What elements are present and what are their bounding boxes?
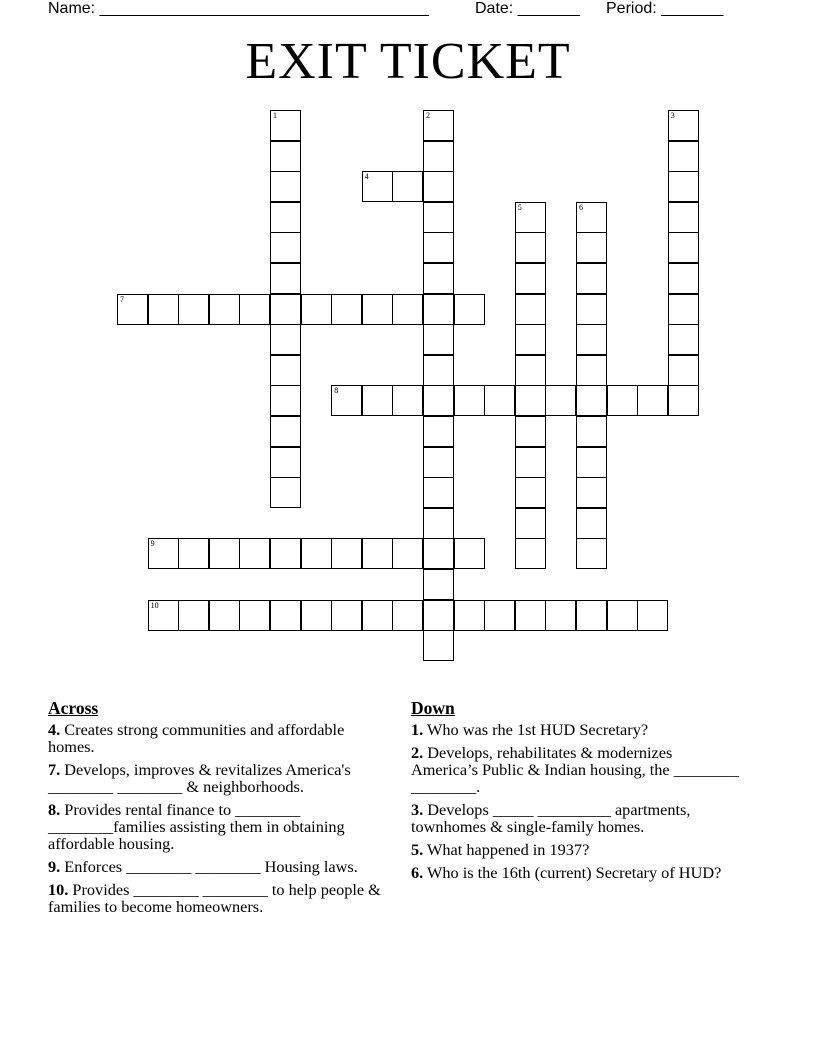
clue-number: 1 [273,111,277,120]
grid-cell[interactable] [637,600,668,631]
across-heading: Across [48,698,99,718]
grid-cell[interactable] [270,600,301,631]
grid-cell[interactable] [515,538,546,569]
clue-number: 7 [120,294,124,304]
grid-cell[interactable] [607,385,638,416]
grid-cell[interactable] [545,600,576,631]
grid-cell[interactable] [515,355,546,386]
clue-text: Provides rental finance to ________ ________families assisting them in obtaining affordable housing. [48,800,345,853]
grid-cell[interactable] [454,538,485,569]
clue-text: What happened in 1937? [423,840,590,859]
clue-number: 1. [411,720,424,739]
grid-cell[interactable] [392,538,423,569]
grid-cell[interactable] [362,600,393,631]
grid-cell[interactable] [668,294,699,325]
down-clue-list [411,721,741,881]
grid-cell[interactable] [331,538,362,569]
grid-cell[interactable] [270,324,301,355]
clue-number: 6. [411,863,424,882]
across-clues [48,700,388,921]
grid-cell[interactable] [239,600,270,631]
grid-cell[interactable] [209,538,240,569]
down-clue [411,864,741,881]
across-clue [48,761,388,795]
grid-cell[interactable] [270,385,301,416]
clue-number: 2. [411,743,424,762]
grid-cell[interactable] [668,385,699,416]
grid-cell[interactable] [668,141,699,172]
grid-cell[interactable] [301,538,332,569]
clue-number: 4 [364,172,369,182]
clue-number: 8 [334,386,339,396]
grid-cell[interactable] [117,294,148,325]
grid-cell[interactable] [270,263,301,294]
grid-cell[interactable] [515,416,546,447]
grid-cell[interactable] [392,171,423,202]
clue-number: 10. [48,880,69,899]
grid-cell[interactable] [515,477,546,508]
grid-cell[interactable] [515,202,546,233]
grid-cell[interactable] [301,600,332,631]
grid-cell[interactable] [270,110,301,141]
down-clue [411,801,741,835]
grid-cell[interactable] [515,324,546,355]
grid-cell[interactable] [148,600,179,631]
grid-cell[interactable] [668,355,699,386]
period-label: Period: [606,0,657,17]
grid-cell[interactable] [515,385,546,416]
clue-text: Provides ________ ________ to help people & families to become homeowners. [48,880,381,916]
across-clue [48,801,388,852]
page-title: EXIT TICKET [245,33,571,90]
period-blank: _______ [661,0,724,17]
clue-text: Enforces ________ ________ Housing laws. [60,857,358,876]
grid-cell[interactable] [239,538,270,569]
grid-cell[interactable] [668,232,699,263]
clue-number: 9 [150,539,155,549]
grid-cell[interactable] [270,171,301,202]
grid-cell[interactable] [515,232,546,263]
date-blank: _______ [517,0,580,17]
clue-text: Who is the 16th (current) Secretary of HUD? [423,863,722,882]
grid-cell[interactable] [576,600,607,631]
grid-cell[interactable] [423,508,454,539]
grid-cell[interactable] [423,202,454,233]
down-clues [411,700,741,887]
grid-cell[interactable] [362,171,393,202]
grid-cell[interactable] [423,630,454,661]
down-clue [411,721,741,738]
grid-cell[interactable] [668,324,699,355]
grid-cell[interactable] [607,600,638,631]
grid-cell[interactable] [423,324,454,355]
grid-cell[interactable] [576,232,607,263]
grid-cell[interactable] [331,385,362,416]
grid-cell[interactable] [423,141,454,172]
down-clue [411,744,741,795]
down-clue [411,841,741,858]
grid-cell[interactable] [392,385,423,416]
grid-cell[interactable] [454,385,485,416]
grid-cell[interactable] [515,600,546,631]
grid-cell[interactable] [515,447,546,478]
clue-number: 5 [517,202,522,212]
grid-cell[interactable] [423,416,454,447]
grid-cell[interactable] [576,508,607,539]
clue-text: Develops, rehabilitates & modernizes America’s Public & Indian housing, the ________ ________. [411,743,739,796]
grid-cell[interactable] [454,294,485,325]
down-heading: Down [411,698,455,718]
grid-cell[interactable] [148,294,179,325]
grid-cell[interactable] [515,294,546,325]
grid-cell[interactable] [362,538,393,569]
grid-cell[interactable] [423,538,454,569]
grid-cell[interactable] [576,355,607,386]
grid-cell[interactable] [576,477,607,508]
grid-cell[interactable] [545,385,576,416]
grid-cell[interactable] [270,355,301,386]
clue-number: 9. [48,857,61,876]
grid-cell[interactable] [209,600,240,631]
grid-cell[interactable] [515,508,546,539]
grid-cell[interactable] [392,600,423,631]
grid-cell[interactable] [484,600,515,631]
grid-cell[interactable] [239,294,270,325]
across-clue-list [48,721,388,915]
grid-cell[interactable] [423,355,454,386]
grid-cell[interactable] [576,538,607,569]
grid-cell[interactable] [423,447,454,478]
grid-cell[interactable] [423,171,454,202]
grid-cell[interactable] [270,294,301,325]
grid-cell[interactable] [423,385,454,416]
grid-cell[interactable] [423,600,454,631]
grid-cell[interactable] [515,263,546,294]
grid-cell[interactable] [454,600,485,631]
grid-cell[interactable] [423,294,454,325]
grid-cell[interactable] [668,110,699,141]
grid-cell[interactable] [362,294,393,325]
grid-cell[interactable] [423,569,454,600]
clue-text: Develops _____ _________ apartments, townhomes & single-family homes. [411,800,691,836]
grid-cell[interactable] [576,385,607,416]
clue-number: 5. [411,840,424,859]
grid-cell[interactable] [178,538,209,569]
name-label: Name: [48,0,96,17]
grid-cell[interactable] [668,171,699,202]
grid-cell[interactable] [270,232,301,263]
grid-cell[interactable] [576,324,607,355]
grid-cell[interactable] [484,385,515,416]
clue-number: 3 [670,111,675,120]
grid-cell[interactable] [270,202,301,233]
grid-cell[interactable] [423,477,454,508]
grid-cell[interactable] [668,202,699,233]
grid-cell[interactable] [178,294,209,325]
grid-cell[interactable] [209,294,240,325]
clue-number: 3. [411,800,424,819]
grid-cell[interactable] [362,385,393,416]
grid-cell[interactable] [423,263,454,294]
clue-number: 6 [579,202,583,212]
grid-cell[interactable] [148,538,179,569]
name-blank: _____________________________________ [99,0,429,17]
grid-cell[interactable] [331,294,362,325]
grid-cell[interactable] [270,538,301,569]
grid-cell[interactable] [270,447,301,478]
across-clue [48,881,388,915]
grid-cell[interactable] [301,294,332,325]
clue-number: 10 [150,600,159,610]
grid-cell[interactable] [576,416,607,447]
clue-number: 4. [48,720,61,739]
grid-cell[interactable] [392,294,423,325]
grid-cell[interactable] [270,416,301,447]
grid-cell[interactable] [423,232,454,263]
grid-cell[interactable] [331,600,362,631]
grid-cell[interactable] [576,294,607,325]
grid-cell[interactable] [270,477,301,508]
grid-cell[interactable] [270,141,301,172]
clue-number: 7. [48,760,61,779]
clue-number: 8. [48,800,61,819]
grid-cell[interactable] [576,202,607,233]
grid-cell[interactable] [423,110,454,141]
clue-text: Creates strong communities and affordable homes. [48,720,345,756]
grid-cell[interactable] [668,263,699,294]
clue-text: Develops, improves & revitalizes America's ________ ________ & neighborhoods. [48,760,351,796]
grid-cell[interactable] [637,385,668,416]
grid-cell[interactable] [178,600,209,631]
across-clue [48,858,388,875]
grid-cell[interactable] [576,263,607,294]
grid-cell[interactable] [576,447,607,478]
across-clue [48,721,388,755]
clue-number: 2 [426,111,430,120]
date-label: Date: [475,0,514,17]
clue-text: Who was rhe 1st HUD Secretary? [423,720,649,739]
